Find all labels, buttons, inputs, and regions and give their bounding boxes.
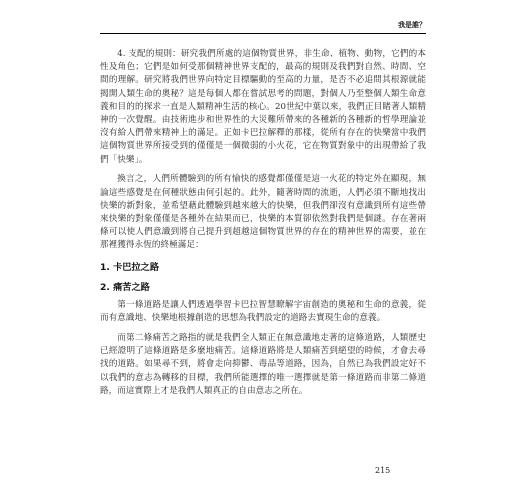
section-heading-suffering-path: 2. 痛苦之路 <box>100 282 150 294</box>
section-heading-kabbalah-path: 1. 卡巴拉之路 <box>100 262 160 274</box>
header-rule <box>100 33 426 34</box>
running-header: 我是誰？ <box>398 21 426 29</box>
page-body <box>100 48 426 404</box>
paragraph-in-other-words: 換言之，人們所體驗到的所有愉快的感覺都僅僅是這一火花的特定外在顯現，無論這些感覺是在何種狀態由何引起的。此外，隨著時間的流逝，人們必須不斷地找出快樂的新對象，並希望藉此體驗到越來越大的快樂，但我們卻沒有意識到所有這些帶來快樂的對象僅僅是各種外在結果而已，快樂的本質卻依然對我們是個謎。存在著兩條可以使人們意識到將自己提升到超越這個物質世界的存在的精神世界的需要，並在那裡獲得永恆的終極滿足： <box>100 174 426 251</box>
page-number: 215 <box>375 466 391 475</box>
paragraph-supporting-rules: 4. 支配的規則：研究我們所處的這個物質世界，非生命、植物、動物，它們的本性及角色；它們是如何受那個精神世界支配的，最高的規則及我們對自然、時間、空間的理解。研究將我們世界向特定目標驅動的至高的力量，是否不必追問其根源就能揭開人類生命的奧秘？這是每個人都在嘗試思考的問題，對個人乃至整個人類生命意義和目的的探求一直是人類精神生活的核心。20世紀中葉以來，我們正目睹著人類精神的一次覺醒。由技術進步和世界性的大災難所帶來的各種新的各種新的哲學理論並沒有給人們帶來精神上的滿足。正如卡巴拉解釋的那樣，從所有存在的快樂當中我們這個物質世界所接受到的僅僅是一個微弱的小火花，它在物質對象中的出現帶給了我們「快樂」。 <box>100 49 426 165</box>
paragraph-first-path: 第一條道路是讓人們透過學習卡巴拉智慧瞭解宇宙創造的奧秘和生命的意義，從而有意識地、快樂地根據創造的思想為我們設定的道路去實現生命的意義。 <box>100 300 426 324</box>
paragraph-second-path: 而第二條痛苦之路指的就是我們全人類正在無意識地走著的這條道路，人類歷史已經證明了這條道路是多麼地痛苦。這條道路將是人類痛苦到絕望的時候，才會去尋找的道路。如果尋不到，將會走向抑鬱、毒品等道路，因為，自然已為我們設定好不以我們的意志為轉移的目標，我們所能選擇的唯一選擇就是第一條道路而非第二條道路，而這實際上才是我們人類真正的自由意志之所在。 <box>100 332 426 396</box>
